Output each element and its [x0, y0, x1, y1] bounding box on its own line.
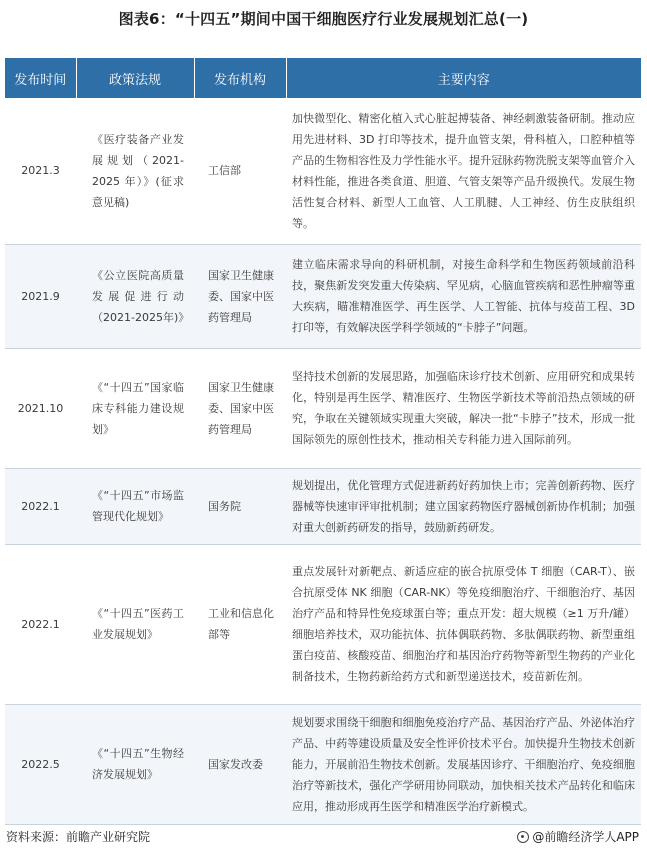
cell-policy: 《“十四五”市场监管现代化规划》	[76, 468, 194, 544]
cell-policy: 《“十四五”医药工业发展规划》	[76, 544, 194, 704]
cell-org: 国家卫生健康委、国家中医药管理局	[194, 244, 286, 348]
cell-policy: 《公立医院高质量发展促进行动（2021-2025年)》	[76, 244, 194, 348]
table-row	[5, 348, 641, 468]
table-row	[5, 704, 641, 824]
cell-date: 2022.1	[5, 468, 76, 544]
cell-date: 2022.1	[5, 544, 76, 704]
cell-policy: 《医疗装备产业发展规划（2021-2025 年）》(征求意见稿)	[76, 98, 194, 244]
cell-content: 坚持技术创新的发展思路，加强临床诊疗技术创新、应用研究和成果转化，特别是再生医学、精准医疗、生物医学新技术等前沿热点领域的研究，争取在关键领域实现重大突破，解决一批“卡脖子”技术，形成一批国际领先的原创性技术，推动相关专科能力进入国际前列。	[286, 348, 641, 468]
table-row	[5, 98, 641, 244]
cell-org: 工信部	[194, 98, 286, 244]
table-row	[5, 544, 641, 704]
table-row	[5, 468, 641, 544]
cell-content: 重点发展针对新靶点、新适应症的嵌合抗原受体 T 细胞（CAR-T）、嵌合抗原受体 NK 细胞（CAR-NK）等免疫细胞治疗、干细胞治疗、基因治疗产品和特异性免疫球蛋白等；重点开发：超大规模（≥1 万升/罐）细胞培养技术，双功能抗体、抗体偶联药物、多肽偶联药物、新型重组蛋白疫苗、核酸疫苗、细胞治疗和基因治疗药物等新型生物药的产业化制备技术，生物药新给药方式和新型递送技术，疫苗新佐剂。	[286, 544, 641, 704]
cell-content: 建立临床需求导向的科研机制，对接生命科学和生物医药领域前沿科技，聚焦新发突发重大传染病、罕见病，心脑血管疾病和恶性肿瘤等重大疾病，瞄准精准医学、再生医学、人工智能、抗体与疫苗工程、3D 打印等，有效解决医学科学领域的“卡脖子”问题。	[286, 244, 641, 348]
header-org: 发布机构	[194, 58, 286, 98]
policy-table	[5, 58, 641, 825]
cell-date: 2021.3	[5, 98, 76, 244]
cell-org: 国务院	[194, 468, 286, 544]
cell-content: 加快微型化、精密化植入式心脏起搏装备、神经刺激装备研制。推动应用先进材料、3D 打印等技术，提升血管支架，骨科植入，口腔种植等产品的生物相容性及力学性能水平。提升冠脉药物洗脱支架等血管介入材料性能，推进各类食道、胆道、气管支架等产品升级换代。发展生物活性复合材料、新型人工血管、人工肌腱、人工神经、仿生皮肤组织等。	[286, 98, 641, 244]
cell-date: 2021.9	[5, 244, 76, 348]
brand-label: @前瞻经济学人APP	[532, 830, 639, 844]
header-policy: 政策法规	[76, 58, 194, 98]
cell-org: 工业和信息化部等	[194, 544, 286, 704]
page-title: 图表6：“十四五”期间中国干细胞医疗行业发展规划汇总(一)	[118, 10, 529, 28]
source-note: 资料来源：前瞻产业研究院	[6, 830, 151, 844]
cell-content: 规划提出，优化管理方式促进新药好药加快上市；完善创新药物、医疗器械等快速审评审批机制；建立国家药物医疗器械创新协作机制；加强对重大创新药研发的指导，鼓励新药研发。	[286, 468, 641, 544]
brand-credit	[517, 828, 639, 845]
table-row	[5, 244, 641, 348]
cell-content: 规划要求围绕干细胞和细胞免疫治疗产品、基因治疗产品、外泌体治疗产品、中药等建设质量及安全性评价技术平台。加快提升生物技术创新能力，开展前沿生物技术创新。发展基因诊疗、干细胞治疗、免疫细胞治疗等新技术，强化产学研用协同联动，加快相关技术产品转化和临床应用，推动形成再生医学和精准医学治疗新模式。	[286, 704, 641, 824]
cell-policy: 《“十四五”国家临床专科能力建设规划》	[76, 348, 194, 468]
cell-org: 国家卫生健康委、国家中医药管理局	[194, 348, 286, 468]
cell-date: 2021.10	[5, 348, 76, 468]
header-date: 发布时间	[5, 58, 76, 98]
cell-date: 2022.5	[5, 704, 76, 824]
header-content: 主要内容	[286, 58, 641, 98]
circle-logo-icon	[517, 831, 529, 843]
cell-policy: 《“十四五”生物经济发展规划》	[76, 704, 194, 824]
cell-org: 国家发改委	[194, 704, 286, 824]
table-header-row	[5, 58, 641, 98]
